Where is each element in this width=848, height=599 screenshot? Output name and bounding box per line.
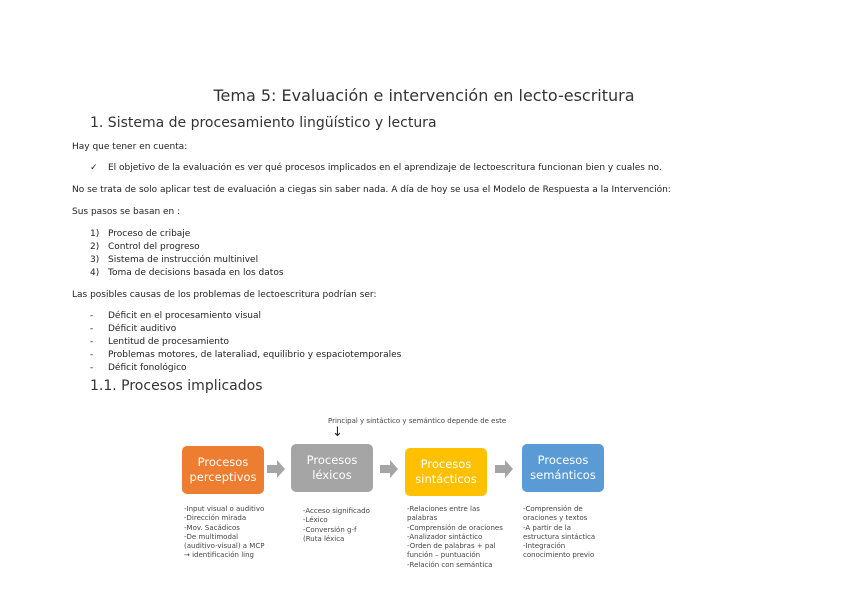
box-line2: semánticos — [530, 468, 596, 482]
step-item — [90, 268, 284, 278]
note-line: -Dirección mirada — [184, 514, 247, 523]
note-line: -Relaciones entre las — [407, 505, 480, 513]
notes-semanticos — [523, 505, 595, 561]
steps-intro: Sus pasos se basan en : — [72, 207, 181, 217]
step-number: 1) — [90, 229, 100, 239]
dash-bullet: - — [90, 337, 94, 347]
cause-text: Déficit fonológico — [108, 363, 187, 373]
notes-lexicos — [303, 507, 370, 544]
cause-text: Problemas motores, de lateraliad, equilibrio y espaciotemporales — [108, 350, 402, 360]
notes-sintacticos — [407, 505, 503, 570]
cause-text: Lentitud de procesamiento — [108, 337, 229, 347]
note-line: -De multimodal — [184, 532, 239, 541]
step-number: 3) — [90, 255, 100, 265]
note-line: -A partir de la — [523, 523, 571, 532]
note-line: (auditivo-visual) a MCP — [184, 542, 265, 551]
box-procesos-perceptivos — [182, 446, 264, 494]
note-line: -Analizador sintáctico — [407, 532, 483, 541]
box-line1: Procesos — [420, 457, 472, 471]
cause-item — [90, 350, 401, 360]
note-line: -Acceso significado — [303, 507, 370, 515]
dash-bullet: - — [90, 311, 94, 321]
down-arrow-icon: ↓ — [332, 425, 343, 440]
dash-bullet: - — [90, 363, 94, 373]
cause-item — [90, 324, 176, 334]
causes-intro: Las posibles causas de los problemas de lectoescritura podrían ser: — [72, 290, 377, 300]
note-line: (Ruta léxica — [303, 534, 345, 543]
step-text: Sistema de instrucción multinivel — [108, 255, 259, 265]
note-line: -Conversión g-f — [303, 525, 357, 534]
check-list-item — [90, 163, 662, 173]
box-line1: Procesos — [197, 455, 249, 469]
note-line: función – puntuación — [407, 551, 481, 560]
cause-text: Déficit en el procesamiento visual — [108, 311, 262, 321]
cause-item — [90, 363, 187, 373]
step-item — [90, 255, 258, 265]
box-line2: perceptivos — [189, 470, 257, 484]
intro-text: Hay que tener en cuenta: — [72, 142, 188, 152]
box-line2: sintácticos — [415, 472, 477, 486]
box-line1: Procesos — [537, 453, 589, 467]
note-line: -Integración — [523, 542, 566, 551]
page-title: Tema 5: Evaluación e intervención en lecto-escritura — [213, 86, 635, 105]
note-line: -Orden de palabras + pal — [407, 542, 496, 551]
box-line1: Procesos — [306, 453, 358, 467]
note-line: -Léxico — [303, 516, 328, 525]
step-number: 2) — [90, 242, 100, 252]
cause-item — [90, 337, 229, 347]
step-number: 4) — [90, 268, 100, 278]
note-line: -Input visual o auditivo — [184, 505, 265, 513]
step-item — [90, 229, 190, 239]
note-line: -Comprensión de — [523, 505, 583, 513]
note-line: palabras — [407, 514, 438, 523]
cause-item — [90, 311, 261, 321]
notes-perceptivos — [184, 505, 264, 561]
diagram-top-label: Principal y sintáctico y semántico depende de este — [328, 417, 507, 425]
step-text: Proceso de cribaje — [108, 229, 191, 239]
note-line: -Mov. Sacádicos — [184, 523, 240, 532]
note-line: -Relación con semántica — [407, 560, 493, 569]
note-line: estructura sintáctica — [523, 532, 596, 541]
check-item-text: El objetivo de la evaluación es ver qué procesos implicados en el aprendizaje de lectoescritura funcionan bien y cuales no. — [108, 163, 662, 173]
step-text: Control del progreso — [108, 242, 200, 252]
note-line: -Comprensión de oraciones — [407, 523, 503, 532]
note-line: oraciones y textos — [523, 514, 588, 523]
box-line2: léxicos — [312, 468, 352, 482]
note-line: → identificación ling — [184, 551, 254, 560]
dash-bullet: - — [90, 324, 94, 334]
step-item — [90, 242, 200, 252]
note-line: conocimiento previo — [523, 551, 595, 560]
dash-bullet: - — [90, 350, 94, 360]
step-text: Toma de decisions basada en los datos — [108, 268, 284, 278]
paragraph-rti: No se trata de solo aplicar test de evaluación a ciegas sin saber nada. A día de hoy se usa el Modelo de Respuesta a la Intervención: — [72, 185, 671, 195]
box-procesos-sintacticos — [405, 448, 487, 496]
arrow-right-icon — [495, 460, 515, 478]
box-procesos-semanticos — [522, 444, 604, 492]
checkmark-icon: ✓ — [90, 163, 98, 173]
arrow-right-icon — [380, 460, 400, 478]
arrow-right-icon — [267, 460, 287, 478]
section-heading-1-1: 1.1. Procesos implicados — [90, 378, 263, 394]
box-procesos-lexicos — [291, 444, 373, 492]
section-heading-1: 1. Sistema de procesamiento lingüístico y lectura — [90, 115, 437, 131]
cause-text: Déficit auditivo — [108, 324, 177, 334]
